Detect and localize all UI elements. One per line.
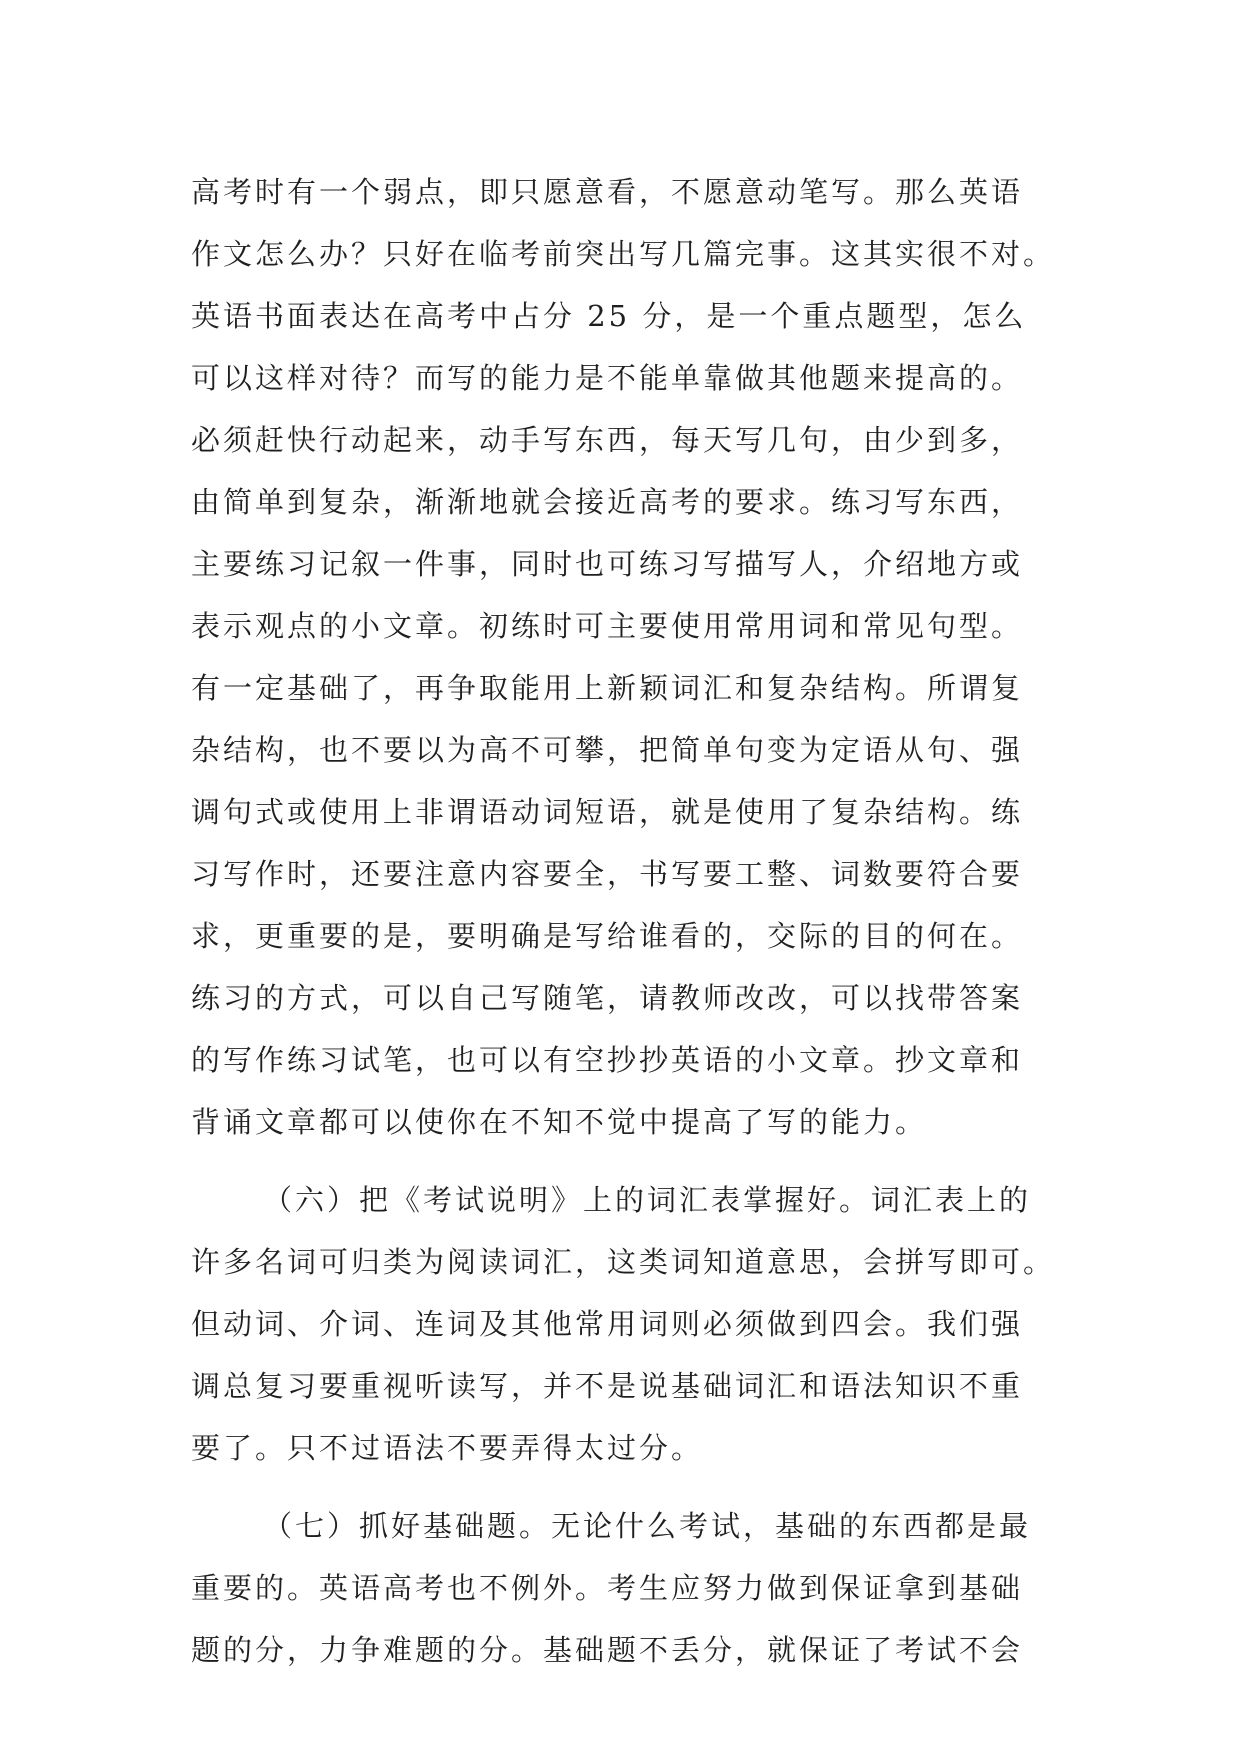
- text-line: 习写作时，还要注意内容要全，书写要工整、词数要符合要: [191, 857, 1024, 891]
- text-line: 有一定基础了，再争取能用上新颖词汇和复杂结构。所谓复: [191, 671, 1024, 705]
- text-line: 作文怎么办？只好在临考前突出写几篇完事。这其实很不对。: [191, 237, 1056, 271]
- text-line: 但动词、介词、连词及其他常用词则必须做到四会。我们强: [191, 1307, 1024, 1341]
- text-line: 重要的。英语高考也不例外。考生应努力做到保证拿到基础: [191, 1571, 1024, 1605]
- text-line: 许多名词可归类为阅读词汇，这类词知道意思，会拼写即可。: [191, 1245, 1056, 1279]
- body-text: [191, 161, 1091, 1681]
- paragraph-start-line: （六）把《考试说明》上的词汇表掌握好。词汇表上的: [263, 1183, 1032, 1217]
- text-line: 题的分，力争难题的分。基础题不丢分，就保证了考试不会: [191, 1633, 1024, 1667]
- text-line: 英语书面表达在高考中占分 25 分，是一个重点题型，怎么: [191, 299, 1027, 333]
- text-line: 必须赶快行动起来，动手写东西，每天写几句，由少到多，: [191, 423, 1024, 457]
- text-line: 调总复习要重视听读写，并不是说基础词汇和语法知识不重: [191, 1369, 1024, 1403]
- text-line: 背诵文章都可以使你在不知不觉中提高了写的能力。: [191, 1105, 928, 1139]
- text-line: 的写作练习试笔，也可以有空抄抄英语的小文章。抄文章和: [191, 1043, 1024, 1077]
- text-line: 表示观点的小文章。初练时可主要使用常用词和常见句型。: [191, 609, 1024, 643]
- text-line: 可以这样对待？而写的能力是不能单靠做其他题来提高的。: [191, 361, 1024, 395]
- text-line: 主要练习记叙一件事，同时也可练习写描写人，介绍地方或: [191, 547, 1024, 581]
- text-line: 杂结构，也不要以为高不可攀，把简单句变为定语从句、强: [191, 733, 1024, 767]
- paragraph-start-line: （七）抓好基础题。无论什么考试，基础的东西都是最: [263, 1509, 1032, 1543]
- text-line: 高考时有一个弱点，即只愿意看，不愿意动笔写。那么英语: [191, 175, 1024, 209]
- text-line: 练习的方式，可以自己写随笔，请教师改改，可以找带答案: [191, 981, 1024, 1015]
- text-line: 调句式或使用上非谓语动词短语，就是使用了复杂结构。练: [191, 795, 1024, 829]
- text-line: 由简单到复杂，渐渐地就会接近高考的要求。练习写东西，: [191, 485, 1024, 519]
- text-line: 求，更重要的是，要明确是写给谁看的，交际的目的何在。: [191, 919, 1024, 953]
- text-line: 要了。只不过语法不要弄得太过分。: [191, 1431, 704, 1465]
